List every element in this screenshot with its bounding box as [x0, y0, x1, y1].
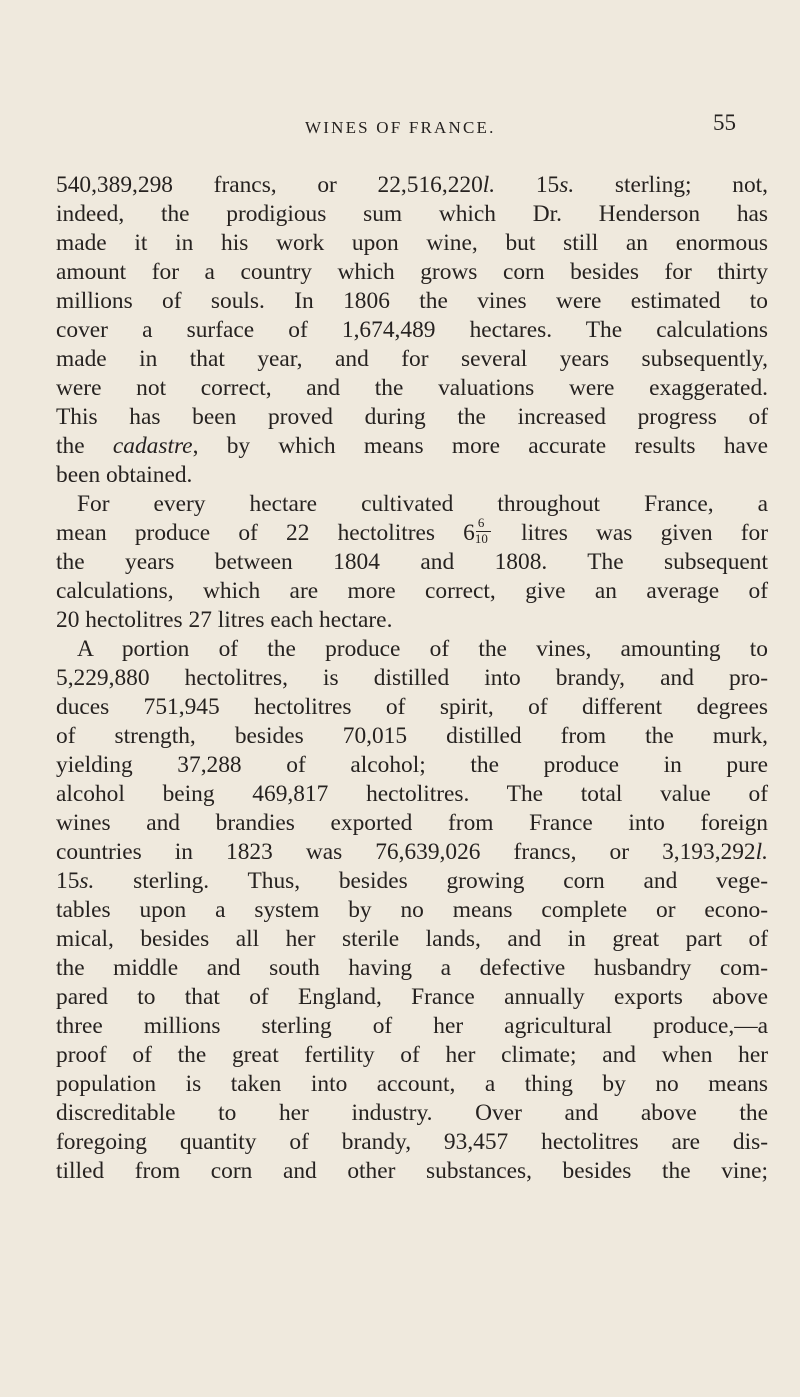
text-line: tilled from corn and other substances, besides the vine; — [56, 1158, 768, 1184]
text-line: 15s. sterling. Thus, besides growing corn and vege- — [56, 868, 768, 894]
text-line: been obtained. — [56, 462, 193, 488]
text-line: indeed, the prodigious sum which Dr. Henderson has — [56, 201, 768, 227]
text-line: mean produce of 22 hectolitres 6 $\frac{6}{10}$ litres was given for — [56, 515, 768, 546]
text-line: millions of souls. In 1806 the vines were estimated to — [56, 288, 768, 314]
body-text — [56, 171, 768, 1186]
text-line: mical, besides all her sterile lands, and in great part of — [56, 926, 768, 952]
text-line: population is taken into account, a thing by no means — [56, 1071, 768, 1097]
text-line: of strength, besides 70,015 distilled from the murk, — [56, 723, 768, 749]
text-line: yielding 37,288 of alcohol; the produce in pure — [56, 752, 768, 778]
text-line: calculations, which are more correct, give an average of — [56, 578, 768, 604]
text-line: 20 hectolitres 27 litres each hectare. — [56, 607, 393, 633]
text-line: the years between 1804 and 1808. The subsequent — [56, 549, 768, 575]
text-line: pared to that of England, France annually exports above — [56, 984, 768, 1010]
page-number: 55 — [713, 110, 736, 135]
text-line: amount for a country which grows corn besides for thirty — [56, 259, 768, 285]
text-line: made in that year, and for several years subsequently, — [56, 346, 768, 372]
text-line: duces 751,945 hectolitres of spirit, of different degrees — [56, 694, 768, 720]
text-line: made it in his work upon wine, but still an enormous — [56, 230, 768, 256]
text-line: were not correct, and the valuations were exaggerated. — [56, 375, 768, 401]
text-line: A portion of the produce of the vines, amounting to — [77, 636, 768, 662]
text-line: proof of the great fertility of her climate; and when her — [56, 1042, 768, 1068]
text-line: countries in 1823 was 76,639,026 francs, or 3,193,292l. — [56, 839, 768, 865]
text-line: wines and brandies exported from France into foreign — [56, 810, 768, 836]
text-line: three millions sterling of her agricultural produce,—a — [56, 1013, 768, 1039]
running-title: WINES OF FRANCE. — [305, 118, 496, 137]
text-line: discreditable to her industry. Over and above the — [56, 1100, 768, 1126]
text-line: For every hectare cultivated throughout France, a — [77, 491, 768, 517]
text-line: 5,229,880 hectolitres, is distilled into brandy, and pro- — [56, 665, 768, 691]
text-line: tables upon a system by no means complete or econo- — [56, 897, 768, 923]
text-line: the cadastre, by which means more accurate results have — [56, 433, 768, 459]
text-line: foregoing quantity of brandy, 93,457 hectolitres are dis- — [56, 1129, 768, 1155]
text-line: 540,389,298 francs, or 22,516,220l. 15s. sterling; not, — [56, 172, 768, 198]
text-line: This has been proved during the increased progress of — [56, 404, 768, 430]
text-line: alcohol being 469,817 hectolitres. The total value of — [56, 781, 768, 807]
text-line: the middle and south having a defective husbandry com- — [56, 955, 768, 981]
fraction: $\frac{6}{10}$ — [475, 522, 493, 542]
text-line: cover a surface of 1,674,489 hectares. The calculations — [56, 317, 768, 343]
